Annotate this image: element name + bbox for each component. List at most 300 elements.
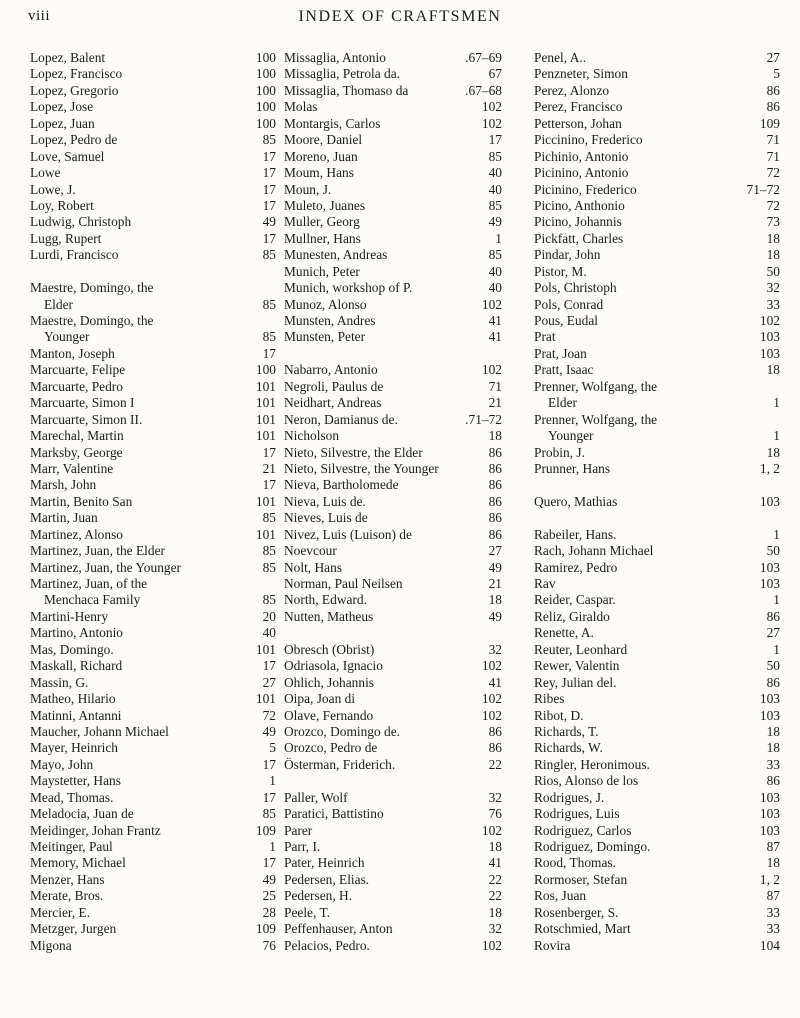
index-entry [30, 938, 276, 954]
entry-page: 85 [262, 806, 276, 822]
index-entry [30, 132, 276, 148]
index-entry [30, 198, 276, 214]
index-entry [284, 773, 502, 789]
entry-name: Paratici, Battistino [284, 806, 384, 822]
entry-name: Penzneter, Simon [534, 66, 628, 82]
index-entry [534, 346, 780, 362]
entry-page: 17 [262, 855, 276, 871]
index-entry [534, 99, 780, 115]
entry-page: 103 [759, 806, 780, 822]
entry-page: 85 [262, 329, 276, 345]
entry-name: Rovira [534, 937, 571, 953]
entry-page: 67 [488, 66, 502, 82]
entry-name: Ramirez, Pedro [534, 559, 618, 575]
entry-name: Mayer, Heinrich [30, 740, 118, 756]
entry-page: .67–69 [465, 50, 502, 65]
entry-page: 85 [262, 592, 276, 608]
page-title: INDEX OF CRAFTSMEN [298, 8, 502, 25]
index-entry [284, 921, 502, 937]
entry-name: Marsh, John [30, 477, 97, 493]
index-entry [284, 576, 502, 592]
index-entry [534, 362, 780, 378]
entry-page: 103 [759, 822, 780, 838]
index-entry [30, 724, 276, 740]
entry-name: Prenner, Wolfgang, the [534, 378, 658, 394]
entry-page: 40 [488, 165, 502, 181]
entry-name: Richards, W. [534, 740, 603, 756]
index-entry [534, 477, 780, 493]
entry-page: 1 [773, 428, 780, 444]
index-entry [534, 329, 780, 345]
entry-name: Picinino, Frederico [534, 181, 637, 197]
index-entry [534, 264, 780, 280]
entry-page: 40 [488, 181, 502, 197]
entry-page: 22 [488, 888, 502, 904]
entry-name: Matheo, Hilario [30, 691, 116, 707]
entry-page: 21 [488, 395, 502, 411]
entry-page: 41 [488, 329, 502, 345]
entry-page: 102 [481, 658, 502, 674]
entry-name: Rios, Alonso de los [534, 773, 639, 789]
entry-page: 101 [255, 493, 276, 509]
entry-name: Martino, Antonio [30, 625, 123, 641]
entry-name: Nieto, Silvestre, the Younger [284, 460, 439, 476]
index-entry [284, 855, 502, 871]
entry-name: Moreno, Juan [284, 148, 358, 164]
index-entry [284, 790, 502, 806]
entry-name: Nieves, Luis de [284, 510, 368, 526]
entry-page: 103 [759, 789, 780, 805]
index-entry [30, 510, 276, 526]
entry-name: Lugg, Rupert [30, 230, 102, 246]
entry-name: Penel, A.. [534, 50, 587, 65]
index-entry [30, 576, 276, 592]
entry-name: Ribes [534, 691, 565, 707]
entry-name: Marcuarte, Simon I [30, 395, 135, 411]
entry-page: 27 [262, 674, 276, 690]
entry-name: Matinni, Antanni [30, 707, 122, 723]
entry-name: Pichinio, Antonio [534, 148, 629, 164]
entry-page: 17 [262, 658, 276, 674]
entry-name: Mullner, Hans [284, 230, 361, 246]
entry-page: 103 [759, 707, 780, 723]
entry-page: 40 [262, 625, 276, 641]
entry-name: Marksby, George [30, 444, 123, 460]
entry-page: 103 [759, 559, 780, 575]
entry-page: 86 [766, 82, 780, 98]
index-entry [30, 247, 276, 263]
entry-name: Missaglia, Petrola da. [284, 66, 401, 82]
index-entry [534, 412, 780, 428]
entry-name: Prenner, Wolfgang, the [534, 411, 658, 427]
index-entry [534, 855, 780, 871]
entry-name: Picino, Anthonio [534, 197, 625, 213]
entry-name: Paller, Wolf [284, 789, 348, 805]
index-entry [30, 445, 276, 461]
index-entry [284, 132, 502, 148]
entry-name: Merate, Bros. [30, 888, 104, 904]
entry-page: 86 [488, 510, 502, 526]
entry-page: 101 [255, 378, 276, 394]
entry-name: Munesten, Andreas [284, 247, 388, 263]
entry-page: 32 [488, 641, 502, 657]
index-entry [284, 806, 502, 822]
entry-name: Munsten, Andres [284, 313, 376, 328]
entry-page: 18 [488, 839, 502, 854]
entry-page: 86 [488, 460, 502, 476]
entry-name: Lopez, Pedro de [30, 132, 118, 148]
entry-name: Reuter, Leonhard [534, 641, 628, 657]
index-entry [534, 806, 780, 822]
index-entry [284, 116, 502, 132]
entry-name: Lopez, Juan [30, 115, 95, 131]
index-entry [534, 724, 780, 740]
entry-name: Rotschmied, Mart [534, 921, 631, 937]
entry-page: 100 [255, 66, 276, 82]
entry-page: 86 [488, 740, 502, 756]
index-entry [534, 576, 780, 592]
index-entry [30, 691, 276, 707]
index-entry [30, 888, 276, 904]
entry-name: Younger [44, 329, 90, 345]
index-entry [30, 675, 276, 691]
entry-page: 17 [262, 165, 276, 181]
entry-name: Negroli, Paulus de [284, 378, 384, 394]
entry-page: 25 [262, 888, 276, 904]
index-entry [30, 362, 276, 378]
entry-page: 86 [766, 674, 780, 690]
index-entry [30, 297, 276, 313]
entry-page: 102 [481, 362, 502, 378]
index-entry [284, 527, 502, 543]
index-entry [284, 757, 502, 773]
index-entry [534, 116, 780, 132]
entry-page: 27 [766, 625, 780, 641]
index-entry [534, 691, 780, 707]
entry-page: 85 [488, 247, 502, 263]
index-entry [284, 675, 502, 691]
entry-page: 73 [766, 214, 780, 230]
entry-page: 18 [488, 592, 502, 608]
index-entry [30, 527, 276, 543]
entry-name: Maskall, Richard [30, 658, 123, 674]
entry-name: Elder [548, 395, 577, 411]
index-entry [30, 543, 276, 559]
entry-name: Olave, Fernando [284, 707, 374, 723]
entry-page: 109 [255, 822, 276, 838]
entry-page: 103 [759, 329, 780, 345]
entry-name: Muleto, Juanes [284, 197, 366, 213]
entry-name: Reliz, Giraldo [534, 608, 610, 624]
entry-name: Missaglia, Antonio [284, 50, 386, 65]
entry-name: Manton, Joseph [30, 345, 115, 361]
entry-name: Maystetter, Hans [30, 773, 121, 789]
entry-name: Younger [548, 428, 594, 444]
entry-page: 86 [488, 723, 502, 739]
index-entry [30, 83, 276, 99]
entry-page: 100 [255, 362, 276, 378]
entry-name: Munsten, Peter [284, 329, 366, 345]
entry-name: Rach, Johann Michael [534, 543, 654, 559]
entry-name: Munich, Peter [284, 263, 360, 279]
index-entry [30, 66, 276, 82]
index-entry [534, 83, 780, 99]
index-entry [534, 773, 780, 789]
entry-page: 1, 2 [759, 460, 780, 476]
entry-name: Meitinger, Paul [30, 839, 113, 854]
entry-name: Nivez, Luis (Luison) de [284, 526, 412, 542]
index-entry [30, 149, 276, 165]
entry-name: Peffenhauser, Anton [284, 921, 393, 937]
index-entry [284, 379, 502, 395]
entry-name: Perez, Francisco [534, 99, 623, 115]
entry-page: 86 [766, 773, 780, 789]
entry-name: Pistor, M. [534, 263, 587, 279]
index-entry [30, 428, 276, 444]
index-column-1 [30, 50, 276, 954]
index-entry [30, 165, 276, 181]
entry-page: 85 [488, 197, 502, 213]
entry-page: 18 [766, 855, 780, 871]
index-entry [284, 362, 502, 378]
entry-name: Mas, Domingo. [30, 641, 114, 657]
entry-page: 86 [488, 477, 502, 493]
entry-name: Odriasola, Ignacio [284, 658, 383, 674]
entry-page: 40 [488, 263, 502, 279]
index-entry [284, 214, 502, 230]
index-entry [534, 445, 780, 461]
index-entry [284, 708, 502, 724]
entry-page: 85 [262, 543, 276, 559]
index-entry [534, 379, 780, 395]
index-entry [30, 461, 276, 477]
entry-page: 103 [759, 493, 780, 509]
index-entry [284, 872, 502, 888]
entry-name: Pedersen, H. [284, 888, 353, 904]
entry-page: 17 [488, 132, 502, 148]
entry-page: 41 [488, 313, 502, 328]
entry-page: 5 [773, 66, 780, 82]
index-entry [284, 642, 502, 658]
entry-name: Rodrigues, J. [534, 789, 605, 805]
index-entry [284, 724, 502, 740]
entry-name: Marcuarte, Felipe [30, 362, 126, 378]
entry-name: Martinez, Juan, of the [30, 576, 148, 591]
entry-name: Marcuarte, Pedro [30, 378, 123, 394]
entry-name: Rodrigues, Luis [534, 806, 620, 822]
index-entry [284, 412, 502, 428]
index-entry [30, 740, 276, 756]
entry-page: 86 [488, 444, 502, 460]
index-entry [284, 609, 502, 625]
entry-name: Muller, Georg [284, 214, 360, 230]
entry-name: Munoz, Alonso [284, 296, 367, 312]
index-entry [284, 165, 502, 181]
index-entry [284, 494, 502, 510]
entry-page: 102 [481, 822, 502, 838]
entry-name: Picino, Johannis [534, 214, 622, 230]
entry-page: 102 [481, 296, 502, 312]
entry-page: 101 [255, 428, 276, 444]
entry-name: Rabeiler, Hans. [534, 526, 617, 542]
entry-page: 49 [262, 723, 276, 739]
index-entry [284, 625, 502, 641]
entry-name: Renette, A. [534, 625, 594, 641]
entry-name: Nieto, Silvestre, the Elder [284, 444, 423, 460]
index-entry [284, 658, 502, 674]
entry-page: 102 [481, 707, 502, 723]
index-entry [534, 790, 780, 806]
entry-page: 17 [262, 789, 276, 805]
index-entry [284, 395, 502, 411]
entry-name: Nolt, Hans [284, 559, 343, 575]
entry-name: Mead, Thomas. [30, 789, 114, 805]
index-entry [30, 395, 276, 411]
index-entry [534, 888, 780, 904]
index-entry [534, 461, 780, 477]
entry-page: 72 [262, 707, 276, 723]
entry-page: 102 [481, 115, 502, 131]
entry-name: Noevcour [284, 543, 337, 559]
index-entry [534, 280, 780, 296]
index-entry [534, 297, 780, 313]
entry-name: Munich, workshop of P. [284, 280, 413, 296]
index-entry [534, 592, 780, 608]
index-entry [534, 675, 780, 691]
entry-page: 1 [773, 641, 780, 657]
entry-page: 18 [766, 362, 780, 378]
index-entry [284, 691, 502, 707]
entry-name: Rormoser, Stefan [534, 871, 628, 887]
entry-page: 71 [488, 378, 502, 394]
index-entry [534, 510, 780, 526]
index-entry [30, 182, 276, 198]
entry-name: Nabarro, Antonio [284, 362, 378, 378]
entry-page: 18 [766, 247, 780, 263]
entry-page: 41 [488, 674, 502, 690]
entry-name: Prat, Joan [534, 345, 587, 361]
index-entry [30, 329, 276, 345]
entry-name: Migona [30, 937, 72, 953]
entry-page: 17 [262, 756, 276, 772]
index-entry [30, 921, 276, 937]
entry-page: .71–72 [465, 411, 502, 427]
entry-name: Moore, Daniel [284, 132, 363, 148]
entry-page: 33 [766, 921, 780, 937]
entry-name: Rey, Julian del. [534, 674, 617, 690]
entry-name: Maestre, Domingo, the [30, 313, 154, 328]
entry-page: 104 [759, 937, 780, 953]
entry-page: 49 [488, 608, 502, 624]
index-entry [534, 839, 780, 855]
index-entry [534, 182, 780, 198]
entry-name: Nieva, Luis de. [284, 493, 366, 509]
index-entry [284, 99, 502, 115]
index-entry [534, 560, 780, 576]
entry-page: 21 [262, 460, 276, 476]
entry-name: Oipa, Joan di [284, 691, 356, 707]
entry-name: Peele, T. [284, 904, 330, 920]
index-entry [534, 149, 780, 165]
entry-page: 72 [766, 165, 780, 181]
entry-page: 86 [488, 526, 502, 542]
entry-name: Piccinino, Frederico [534, 132, 643, 148]
index-entry [30, 773, 276, 789]
index-entry [30, 823, 276, 839]
entry-page: 71 [766, 148, 780, 164]
entry-name: Menchaca Family [44, 592, 141, 608]
index-entry [534, 395, 780, 411]
entry-page: 102 [481, 937, 502, 953]
index-entry [534, 313, 780, 329]
entry-name: Mercier, E. [30, 904, 91, 920]
entry-name: Elder [44, 296, 73, 312]
entry-name: Moun, J. [284, 181, 332, 197]
index-entry [30, 806, 276, 822]
entry-page: 49 [488, 214, 502, 230]
entry-page: 1 [495, 230, 502, 246]
entry-page: 17 [262, 181, 276, 197]
index-entry [284, 313, 502, 329]
entry-page: 41 [488, 855, 502, 871]
index-entry [30, 609, 276, 625]
entry-name: Petterson, Johan [534, 115, 622, 131]
index-entry [30, 412, 276, 428]
entry-page: 18 [766, 723, 780, 739]
entry-name: Lurdi, Francisco [30, 247, 119, 263]
index-entry [534, 642, 780, 658]
entry-page: 103 [759, 691, 780, 707]
entry-page: .67–68 [465, 82, 502, 98]
entry-name: Molas [284, 99, 318, 115]
entry-page: 101 [255, 641, 276, 657]
entry-name: Memory, Michael [30, 855, 126, 871]
index-entry [30, 642, 276, 658]
entry-page: 100 [255, 50, 276, 65]
entry-name: Martinez, Juan, the Younger [30, 559, 181, 575]
entry-page: 27 [766, 50, 780, 65]
entry-page: 17 [262, 477, 276, 493]
entry-page: 85 [262, 559, 276, 575]
entry-page: 86 [766, 608, 780, 624]
entry-name: Perez, Alonzo [534, 82, 610, 98]
page-header [0, 6, 800, 34]
index-entry [30, 905, 276, 921]
index-entry [284, 247, 502, 263]
entry-page: 18 [766, 444, 780, 460]
index-entry [30, 625, 276, 641]
entry-page: 50 [766, 658, 780, 674]
index-entry [284, 297, 502, 313]
index-entry [30, 379, 276, 395]
entry-page: 17 [262, 230, 276, 246]
entry-page: 5 [269, 740, 276, 756]
entry-page: 17 [262, 345, 276, 361]
entry-page: 103 [759, 576, 780, 591]
entry-name: North, Edward. [284, 592, 367, 608]
index-entry [284, 477, 502, 493]
entry-page: 101 [255, 526, 276, 542]
index-entry [534, 921, 780, 937]
index-entry [30, 708, 276, 724]
entry-name: Menzer, Hans [30, 871, 105, 887]
index-entry [534, 658, 780, 674]
index-entry [30, 313, 276, 329]
index-entry [30, 790, 276, 806]
entry-name: Probin, J. [534, 444, 585, 460]
entry-name: Rood, Thomas. [534, 855, 616, 871]
entry-name: Martinez, Juan, the Elder [30, 543, 165, 559]
